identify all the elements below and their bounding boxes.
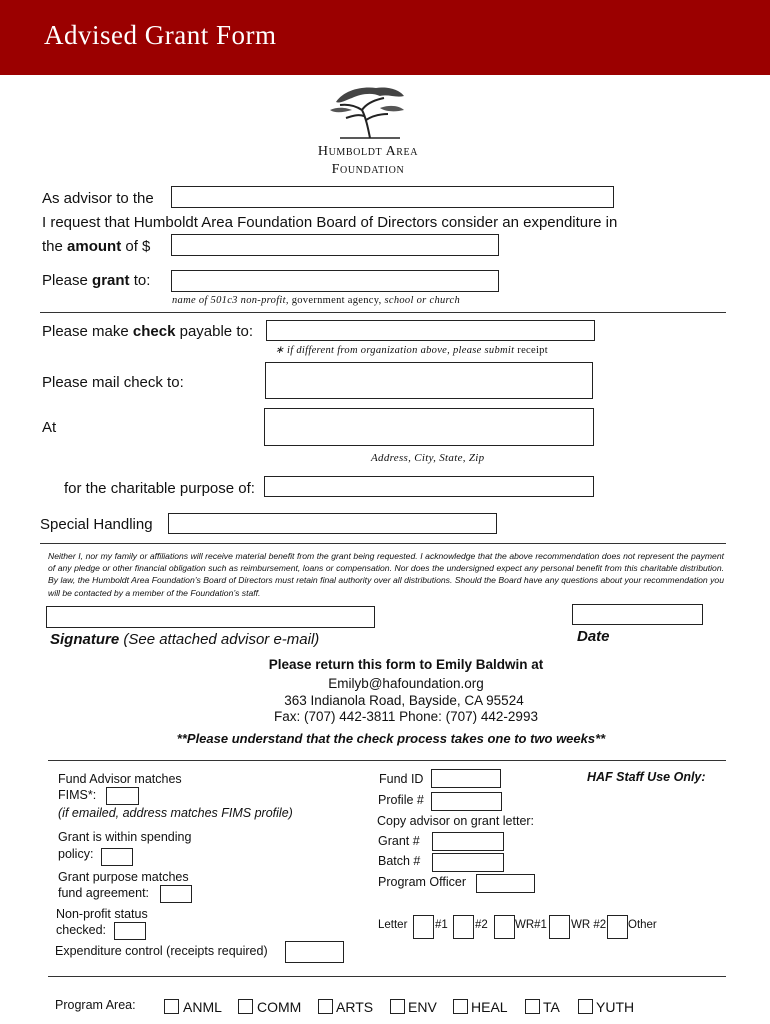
- letter-checkbox-5[interactable]: [607, 915, 628, 939]
- grant-prefix: Please: [42, 272, 93, 289]
- fims-checkbox[interactable]: [106, 787, 139, 805]
- letter-checkbox-4[interactable]: [549, 915, 570, 939]
- program-area-checkbox-ta[interactable]: [525, 999, 540, 1014]
- signature-field[interactable]: [46, 606, 375, 628]
- grant-suffix: to:: [129, 272, 151, 289]
- purpose-label: for the charitable purpose of:: [64, 480, 255, 497]
- letter-option-1: #1: [435, 919, 448, 931]
- fund-id-label: Fund ID: [379, 772, 424, 786]
- program-area-checkbox-heal[interactable]: [453, 999, 468, 1014]
- at-label: At: [42, 419, 57, 436]
- advisor-label: As advisor to the: [42, 190, 154, 207]
- fund-id-field[interactable]: [431, 769, 501, 788]
- foundation-logo: [300, 80, 436, 180]
- program-officer-label: Program Officer: [378, 875, 466, 889]
- amount-bold: amount: [67, 238, 122, 255]
- logo-line-2: Foundation: [331, 162, 405, 177]
- grant-to-field[interactable]: [171, 270, 499, 292]
- check-label: [42, 323, 253, 340]
- program-area-option: TA: [543, 999, 560, 1015]
- purpose-match-label-2: fund agreement:: [58, 886, 150, 900]
- spending-label-1: Grant is within spending: [58, 830, 192, 844]
- return-address: 363 Indianola Road, Bayside, CA 95524: [284, 693, 524, 708]
- mail-label: Please mail check to:: [42, 374, 184, 391]
- amount-suffix: of $: [121, 238, 151, 255]
- spending-label-2: policy:: [58, 847, 94, 861]
- check-prefix: Please make: [42, 323, 133, 340]
- page-title: Advised Grant Form: [44, 20, 277, 50]
- program-area-checkbox-anml[interactable]: [164, 999, 179, 1014]
- program-area-checkbox-env[interactable]: [390, 999, 405, 1014]
- nonprofit-label-2: checked:: [56, 923, 107, 937]
- tree-icon: [300, 80, 436, 140]
- signature-note: (See attached advisor e-mail): [123, 631, 320, 648]
- check-payable-field[interactable]: [266, 320, 595, 341]
- check-suffix: payable to:: [175, 323, 253, 340]
- nonprofit-checkbox[interactable]: [114, 922, 146, 940]
- profile-label: Profile #: [378, 793, 424, 807]
- grant-number-field[interactable]: [432, 832, 504, 851]
- program-area-option: ENV: [408, 999, 437, 1015]
- purpose-match-checkbox[interactable]: [160, 885, 192, 903]
- purpose-field[interactable]: [264, 476, 594, 497]
- spending-checkbox[interactable]: [101, 848, 133, 866]
- special-handling-field[interactable]: [168, 513, 497, 534]
- check-caption-a: ∗ if different from organization above, please submit: [275, 345, 518, 356]
- letter-checkbox-2[interactable]: [453, 915, 474, 939]
- letter-option-3: WR#1: [515, 919, 547, 931]
- program-area-label: Program Area:: [55, 998, 136, 1012]
- signature-bold: Signature: [50, 631, 120, 648]
- program-officer-field[interactable]: [476, 874, 535, 893]
- batch-number-field[interactable]: [432, 853, 504, 872]
- expenditure-label: Expenditure control (receipts required): [55, 944, 268, 958]
- address-caption: Address, City, State, Zip: [371, 452, 485, 464]
- batch-number-label: Batch #: [378, 854, 421, 868]
- fims-note: (if emailed, address matches FIMS profile): [58, 806, 293, 820]
- return-email: Emilyb@hafoundation.org: [328, 676, 484, 691]
- fund-advisor-label-2: FIMS*:: [58, 788, 97, 802]
- copy-advisor-label: Copy advisor on grant letter:: [377, 814, 535, 828]
- mail-to-field[interactable]: [265, 362, 593, 399]
- divider: [40, 312, 726, 313]
- date-label: Date: [577, 628, 610, 645]
- letter-checkbox-1[interactable]: [413, 915, 434, 939]
- date-field[interactable]: [572, 604, 703, 625]
- special-handling-label: Special Handling: [40, 516, 153, 533]
- grant-caption-a: name of 501c3 non-profit,: [172, 295, 292, 306]
- profile-field[interactable]: [431, 792, 502, 811]
- grant-bold: grant: [92, 272, 130, 289]
- logo-line-1: Humboldt Area: [317, 144, 419, 159]
- program-area-option: HEAL: [471, 999, 508, 1015]
- letter-option-4: WR #2: [571, 919, 607, 931]
- grant-caption-b: government agency,: [291, 295, 382, 306]
- divider: [48, 760, 726, 761]
- processing-notice: **Please understand that the check process takes one to two weeks**: [176, 731, 606, 746]
- divider: [48, 976, 726, 977]
- program-area-option: ANML: [183, 999, 222, 1015]
- divider: [40, 543, 726, 544]
- letter-label: Letter: [378, 919, 408, 931]
- page-header: [0, 0, 770, 75]
- letter-checkbox-3[interactable]: [494, 915, 515, 939]
- grant-caption-c: school or church: [381, 295, 461, 306]
- grant-number-label: Grant #: [378, 834, 420, 848]
- program-area-checkbox-yuth[interactable]: [578, 999, 593, 1014]
- amount-label: [42, 238, 150, 255]
- program-area-checkbox-comm[interactable]: [238, 999, 253, 1014]
- check-caption-b: receipt: [517, 345, 548, 356]
- amount-field[interactable]: [171, 234, 499, 256]
- program-area-option: ARTS: [336, 999, 374, 1015]
- letter-option-5: Other: [628, 919, 657, 931]
- nonprofit-label-1: Non-profit status: [56, 907, 148, 921]
- program-area-checkbox-arts[interactable]: [318, 999, 333, 1014]
- request-text: I request that Humboldt Area Foundation Board of Directors consider an expenditure in: [42, 214, 618, 231]
- program-area-option: YUTH: [596, 999, 635, 1015]
- letter-option-2: #2: [475, 919, 488, 931]
- grant-label: [42, 272, 150, 289]
- signature-label: [50, 631, 319, 648]
- check-bold: check: [132, 323, 176, 340]
- return-fax-phone: Fax: (707) 442-3811 Phone: (707) 442-2993: [274, 709, 538, 724]
- fund-advisor-label-1: Fund Advisor matches: [58, 772, 182, 786]
- amount-prefix: the: [42, 238, 68, 255]
- program-area-option: COMM: [257, 999, 302, 1015]
- advisor-field[interactable]: [171, 186, 614, 208]
- grant-caption: [172, 295, 460, 306]
- return-heading: Please return this form to Emily Baldwin at: [268, 657, 544, 672]
- address-field[interactable]: [264, 408, 594, 446]
- purpose-match-label-1: Grant purpose matches: [58, 870, 189, 884]
- check-caption: [275, 344, 548, 356]
- expenditure-field[interactable]: [285, 941, 344, 963]
- disclaimer-text: Neither I, nor my family or affiliations will receive material benefit from the grant being requested. I acknowledge that the above recommendation does not represent the payment of any pledge or other financial obligation such as reimbursement, loans or compensation. Nor does the undersigned expect any personal benefit from this charitable distribution. By law, the Humboldt Area Foundation’s Board of Directors must retain final authority over all distributions. Should the Board have any questions about your recommendation you will be contacted by a member of the Foundation’s staff.: [48, 551, 724, 598]
- staff-only-label: HAF Staff Use Only:: [587, 770, 706, 784]
